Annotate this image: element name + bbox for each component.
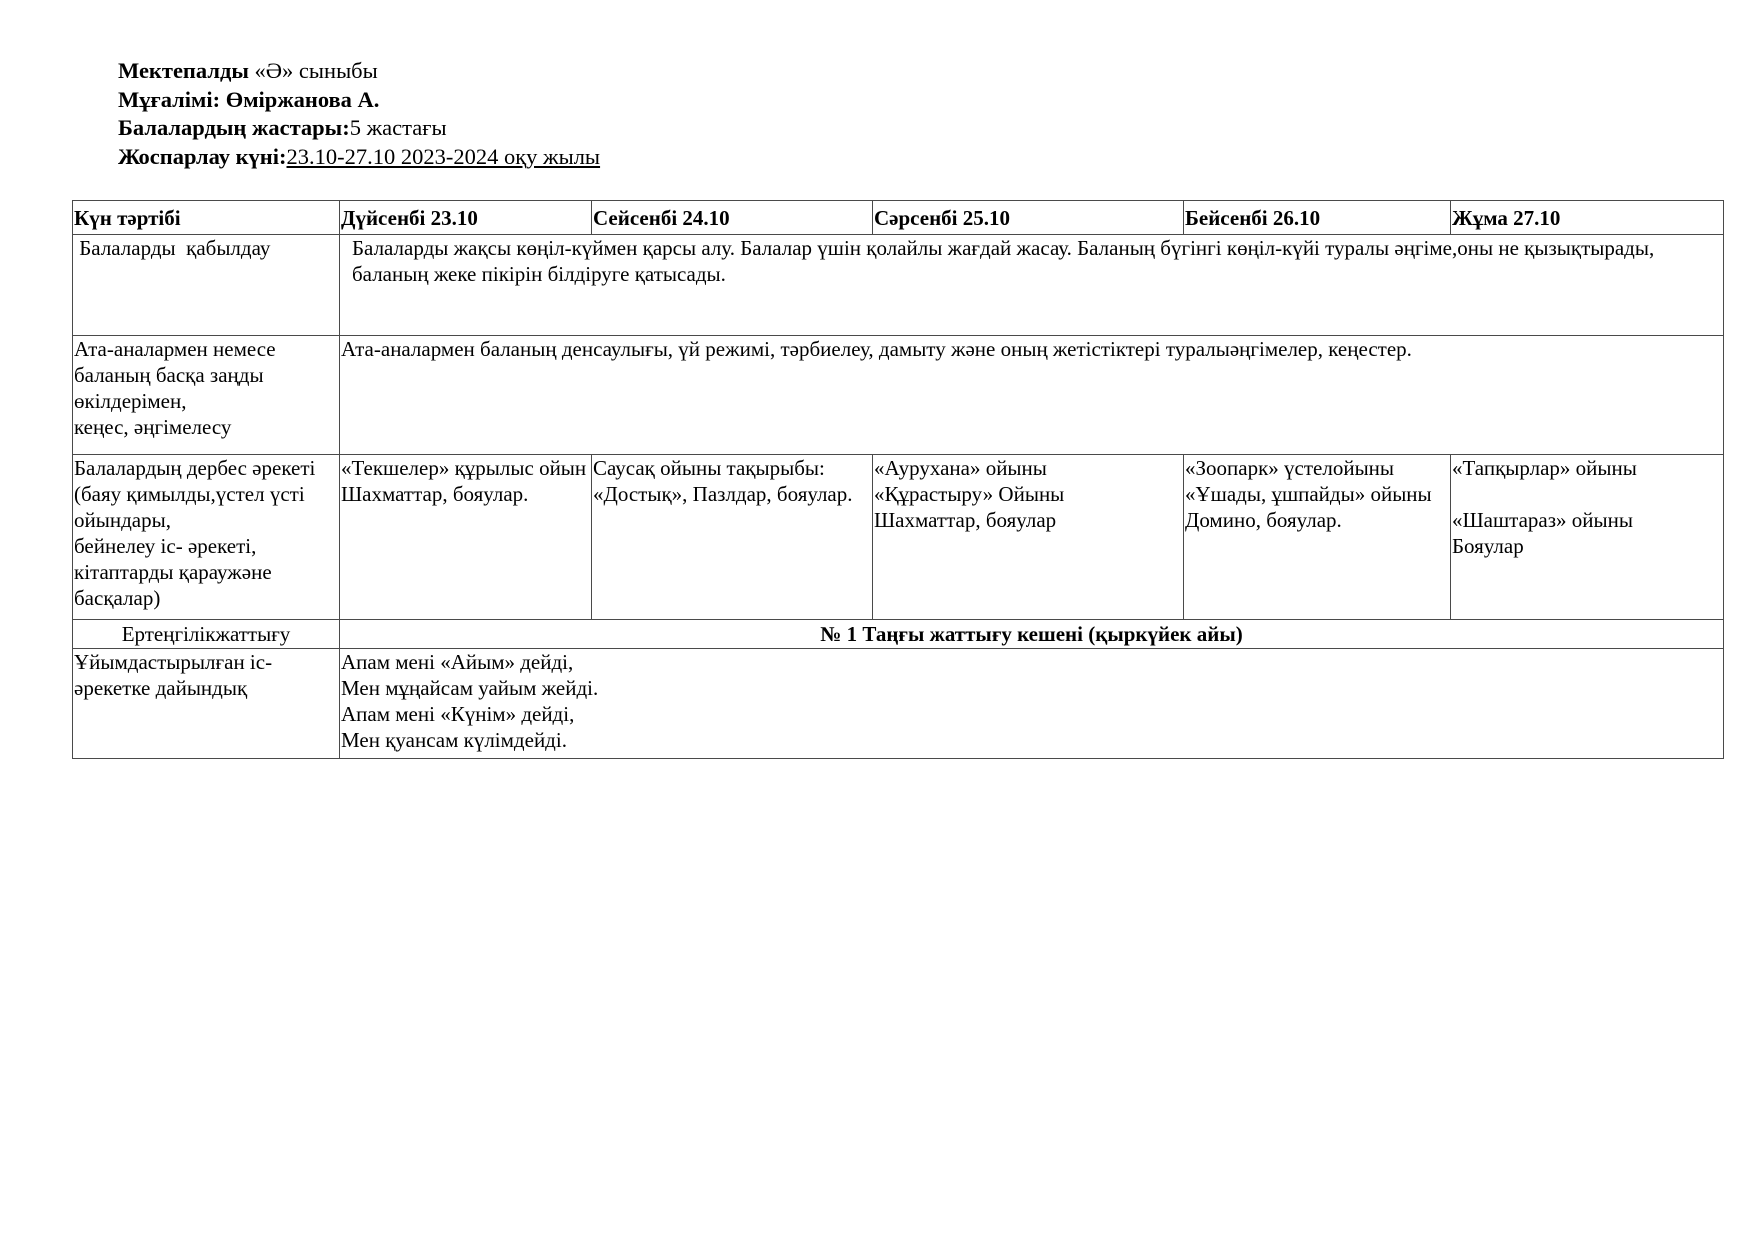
date-value: 23.10-27.10 2023-2024 оқу жылы [286,143,601,169]
table-header-row [73,201,1724,235]
reception-content: Балаларды жақсы көңіл-күймен қарсы алу. Балалар үшін қолайлы жағдай жасау. Баланың бүгінгі көңіл-күйі туралы әңгіме,оны не қызықтырады, баланың жеке пікірін білдіруге қатысады. [340,235,1724,336]
group-value: «Ә» сыныбы [248,58,378,83]
parents-content: Ата-аналармен баланың денсаулығы, үй режимі, тәрбиелеу, дамыту және оның жетістіктері туралыәңгімелер, кеңестер. [340,336,1724,455]
independent-tuesday: Саусақ ойыны тақырыбы: «Достық», Пазлдар, бояулар. [592,455,873,620]
date-line [118,143,600,172]
column-header-schedule: Күн тәртібі [73,201,340,235]
teacher-label: Мұғалімі: Өміржанова А. [118,86,380,112]
column-header-wednesday: Сәрсенбі 25.10 [873,201,1184,235]
exercise-content: № 1 Таңғы жаттығу кешені (қыркүйек айы) [340,620,1724,649]
teacher-line [118,86,600,115]
document-header [118,57,600,171]
independent-label: Балалардың дербес әрекеті (баяу қимылды,үстел үсті ойындары, бейнелеу іс- әрекеті, кітаптарды қараужәне басқалар) [73,455,340,620]
table-row-parents [73,336,1724,455]
table-row-exercise [73,620,1724,649]
age-label: Балалардың жастары: [118,115,350,140]
age-line [118,114,600,143]
column-header-thursday: Бейсенбі 26.10 [1184,201,1451,235]
column-header-tuesday: Сейсенбі 24.10 [592,201,873,235]
table-row-independent [73,455,1724,620]
column-header-friday: Жұма 27.10 [1451,201,1724,235]
prep-content: Апам мені «Айым» дейді, Мен мұңайсам уайым жейді. Апам мені «Күнім» дейді, Мен қуансам күлімдейді. [340,649,1724,759]
independent-friday: «Тапқырлар» ойыны «Шаштараз» ойыны Бояулар [1451,455,1724,620]
date-label: Жоспарлау күні: [118,143,287,169]
group-label: Мектепалды [118,58,249,83]
table-row-prep [73,649,1724,759]
table-row-reception [73,235,1724,336]
age-value: 5 жастағы [349,115,447,140]
independent-monday: «Текшелер» құрылыс ойын Шахматтар, бояулар. [340,455,592,620]
independent-thursday: «Зоопарк» үстелойыны «Ұшады, ұшпайды» ойыны Домино, бояулар. [1184,455,1451,620]
exercise-label: Ертеңгілікжаттығу [73,620,340,649]
parents-label: Ата-аналармен немесе баланың басқа заңды өкілдерімен, кеңес, әңгімелесу [73,336,340,455]
group-line [118,57,600,86]
reception-label: Балаларды қабылдау [73,235,340,336]
weekly-plan-table [72,200,1724,759]
prep-label: Ұйымдастырылған іс-әрекетке дайындық [73,649,340,759]
column-header-monday: Дүйсенбі 23.10 [340,201,592,235]
independent-wednesday: «Аурухана» ойыны «Құрастыру» Ойыны Шахматтар, бояулар [873,455,1184,620]
